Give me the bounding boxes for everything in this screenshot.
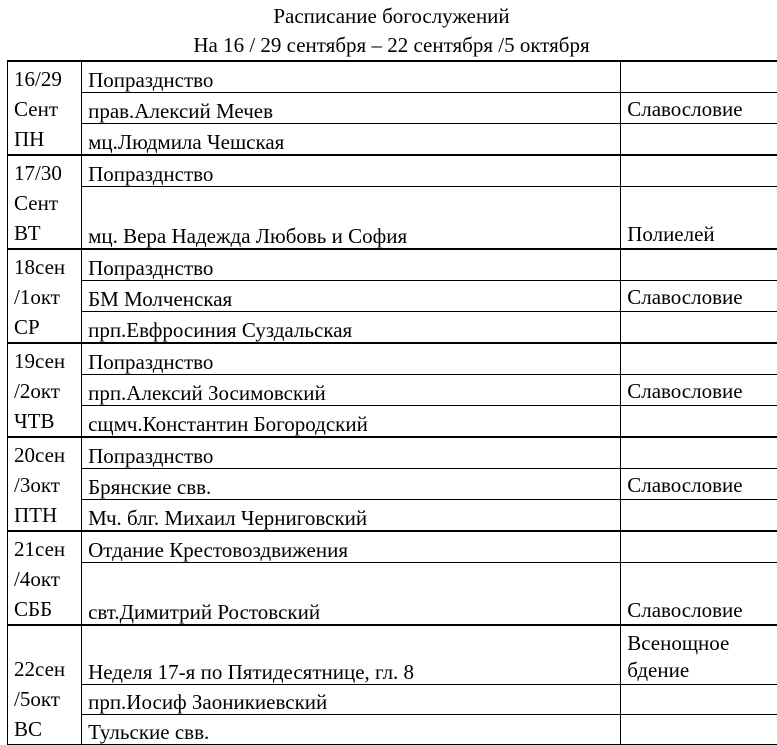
schedule-table: [7, 60, 777, 745]
service-rank: [621, 531, 777, 563]
service-rank: Славословие: [621, 374, 777, 405]
service-rank: Славословие: [621, 280, 777, 311]
day-date-cell: 17/30 Сент ВТ: [8, 155, 82, 249]
service-rank: Славословие: [621, 92, 777, 123]
saint-name: мц.Людмила Чешская: [82, 124, 621, 155]
table-row: [8, 684, 777, 714]
table-row: [8, 280, 777, 311]
saint-name: Попразднство: [82, 437, 621, 468]
service-rank: [621, 312, 777, 343]
table-row: [8, 500, 777, 531]
saint-name: прп.Алексий Зосимовский: [82, 374, 621, 405]
service-rank: [621, 343, 777, 374]
service-rank: [621, 437, 777, 468]
service-rank: Всенощное бдение: [621, 625, 777, 684]
saint-name: Тульские свв.: [82, 714, 621, 744]
day-date-cell: 21сен /4окт СББ: [8, 531, 82, 625]
saint-name: сщмч.Константин Богородский: [82, 406, 621, 437]
service-rank: [621, 124, 777, 155]
service-rank: [621, 406, 777, 437]
saint-name: прп.Иосиф Заоникиевский: [82, 684, 621, 714]
table-row: [8, 155, 777, 187]
service-rank: [621, 500, 777, 531]
table-row: [8, 437, 777, 468]
saint-name: мц. Вера Надежда Любовь и София: [82, 187, 621, 249]
day-date-cell: 19сен /2окт ЧТВ: [8, 343, 82, 437]
saint-name: прп.Евфросиния Суздальская: [82, 312, 621, 343]
table-row: [8, 625, 777, 684]
day-date-cell: 16/29 Сент ПН: [8, 61, 82, 155]
table-row: [8, 406, 777, 437]
saint-name: Попразднство: [82, 61, 621, 92]
day-date-cell: 18сен /1окт СР: [8, 249, 82, 343]
service-rank: [621, 155, 777, 187]
table-row: [8, 312, 777, 343]
table-row: [8, 124, 777, 155]
service-rank: [621, 714, 777, 744]
saint-name: Попразднство: [82, 155, 621, 187]
service-rank: [621, 61, 777, 92]
day-date-cell: 22сен /5окт ВС: [8, 625, 82, 744]
table-row: [8, 468, 777, 499]
saint-name: Отдание Крестовоздвижения: [82, 531, 621, 563]
saint-name: БМ Молченская: [82, 280, 621, 311]
day-date-cell: 20сен /3окт ПТН: [8, 437, 82, 531]
page-title: Расписание богослужений: [0, 4, 777, 28]
service-rank: Полиелей: [621, 187, 777, 249]
table-row: [8, 343, 777, 374]
date-range-subtitle: На 16 / 29 сентября – 22 сентября /5 октября: [0, 33, 777, 57]
service-rank: [621, 249, 777, 280]
table-row: [8, 531, 777, 563]
table-row: [8, 374, 777, 405]
service-rank: Славословие: [621, 468, 777, 499]
service-rank: Славословие: [621, 563, 777, 625]
saint-name: Попразднство: [82, 249, 621, 280]
saint-name: Попразднство: [82, 343, 621, 374]
table-row: [8, 187, 777, 249]
table-row: [8, 92, 777, 123]
saint-name: Брянские свв.: [82, 468, 621, 499]
saint-name: свт.Димитрий Ростовский: [82, 563, 621, 625]
table-row: [8, 61, 777, 92]
saint-name: прав.Алексий Мечев: [82, 92, 621, 123]
saint-name: Мч. блг. Михаил Черниговский: [82, 500, 621, 531]
saint-name: Неделя 17-я по Пятидесятнице, гл. 8: [82, 625, 621, 684]
table-row: [8, 563, 777, 625]
table-row: [8, 714, 777, 744]
service-rank: [621, 684, 777, 714]
table-row: [8, 249, 777, 280]
